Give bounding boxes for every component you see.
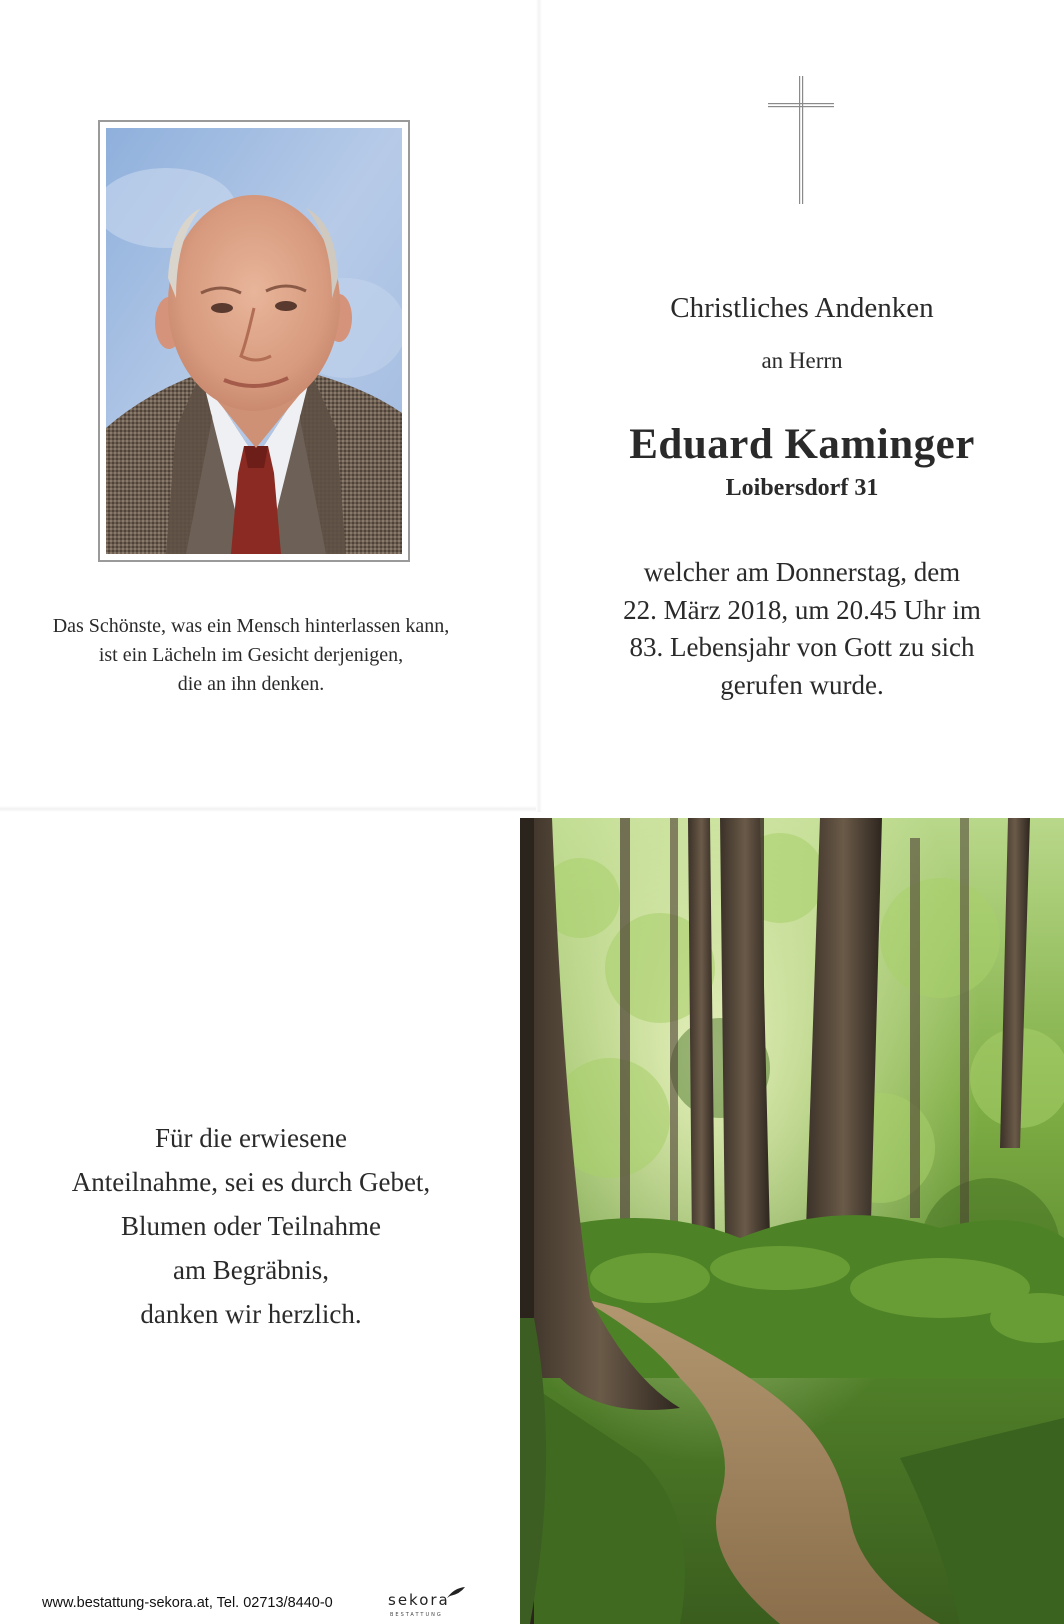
brand-name: sekora <box>388 1591 450 1609</box>
thanks-line: Blumen oder Teilnahme <box>120 1211 382 1241</box>
forest-path-photo <box>520 818 1064 1624</box>
death-line: 22. März 2018, um 20.45 Uhr im <box>623 594 981 625</box>
footer-contact: www.bestattung-sekora.at, Tel. 02713/8440-0 <box>42 1595 333 1611</box>
death-line: welcher am Donnerstag, dem <box>643 557 961 587</box>
thanks-text <box>0 1116 502 1336</box>
memorial-quote <box>0 612 502 699</box>
cross-icon <box>768 76 834 204</box>
death-notice <box>540 554 1064 704</box>
heading: Christliches Andenken <box>670 292 934 324</box>
quote-line: Das Schönste, was ein Mensch hinterlassen kann, <box>52 615 450 637</box>
portrait-frame <box>98 120 410 562</box>
quote-line: die an ihn denken. <box>177 673 325 695</box>
deceased-address: Loibersdorf 31 <box>725 475 879 501</box>
portrait-photo <box>106 128 402 554</box>
death-line: gerufen wurde. <box>720 669 884 700</box>
thanks-line: danken wir herzlich. <box>140 1299 362 1329</box>
leaf-logo-icon <box>446 1586 466 1600</box>
panel-announcement <box>540 0 1064 812</box>
salutation: an Herrn <box>761 348 843 373</box>
deceased-name: Eduard Kaminger <box>629 421 975 468</box>
brand-subtitle: BESTATTUNG <box>390 1612 443 1618</box>
death-line: 83. Lebensjahr von Gott zu sich <box>629 632 975 662</box>
thanks-line: am Begräbnis, <box>173 1255 329 1285</box>
thanks-line: Anteilnahme, sei es durch Gebet, <box>71 1167 431 1197</box>
quote-line: ist ein Lächeln im Gesicht derjenigen, <box>98 644 404 666</box>
thanks-line: Für die erwiesene <box>155 1123 347 1153</box>
